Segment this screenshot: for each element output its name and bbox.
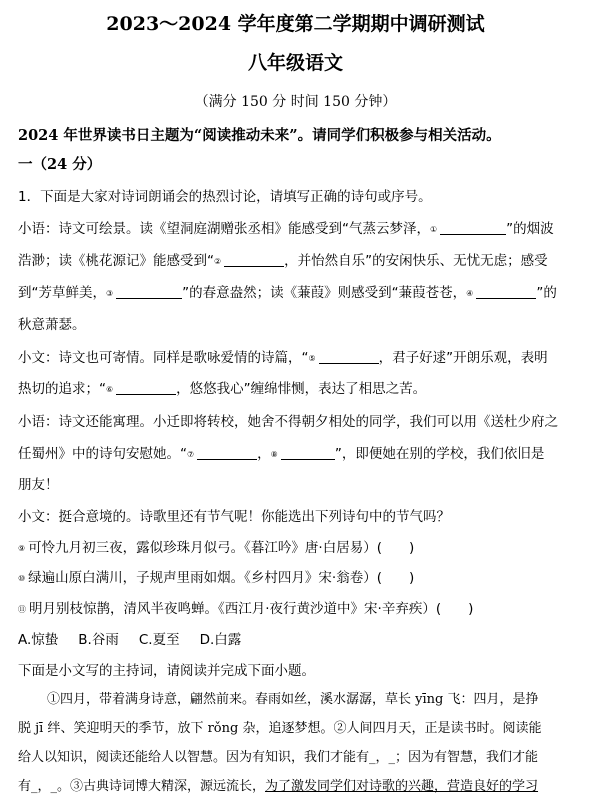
answer-blank-2[interactable] [224, 254, 284, 267]
option-c: C.夏至 [138, 632, 180, 648]
blank-number: ⑤ [308, 354, 316, 363]
answer-blank-5[interactable] [319, 351, 379, 364]
blank-number: ⑧ [270, 450, 278, 459]
item-number: ⑨ [18, 544, 26, 553]
section-heading: 一（24 分） [18, 156, 102, 173]
para4-line1: 小文：挺合意境的。诗歌里还有节气呢！你能选出下列诗句中的节气吗？ [18, 509, 450, 525]
text: 可怜九月初三夜，露似珍珠月似弓。《暮江吟》唐·白居易）( ) [28, 540, 415, 556]
para1-line4: 秋意萧瑟。 [18, 317, 86, 333]
answer-blank-8[interactable] [281, 447, 335, 460]
blank-number: ⑦ [187, 450, 195, 459]
exam-meta: （满分 150 分 时间 150 分钟） [194, 94, 397, 110]
question-1-prompt: 1．下面是大家对诗词朗诵会的热烈讨论，请填写正确的诗句或序号。 [18, 189, 432, 205]
text: 小文：诗文也可寄情。同样是歌咏爱情的诗篇，“ [18, 350, 309, 366]
text: ”的春意盎然；读《蒹葭》则感受到“蒹葭苍苍， [182, 285, 467, 301]
text: ，并怡然自乐”的安闲快乐、无忧无虑；感受 [284, 253, 548, 269]
text: 小语：诗文可绘景。读《望洞庭湖赠张丞相》能感受到“气蒸云梦泽， [18, 221, 430, 237]
text: ”，即便她在别的学校，我们依旧是 [334, 446, 545, 462]
blank-number: ① [430, 225, 438, 234]
answer-blank-3[interactable] [116, 286, 182, 299]
host-line-3: 给人以知识，阅读还能给人以智慧。因为有知识，我们才能有_，_；因为有智慧，我们才能 [18, 750, 539, 765]
underlined-sentence: 为了激发同学们对诗歌的兴趣，营造良好的学习 [265, 779, 539, 794]
text: 到“芳草鲜美， [18, 285, 106, 301]
subject-title: 八年级语文 [247, 52, 343, 74]
text: ”的烟波 [506, 221, 554, 237]
answer-blank-4[interactable] [476, 286, 536, 299]
text: 任蜀州》中的诗句安慰她。“ [18, 446, 187, 462]
item-11 [18, 597, 473, 617]
host-line-2: 脱 jī 绊、笑迎明天的季节，放下 rǒng 杂，追逐梦想。②人间四月天，正是读书时。阅读能 [18, 721, 542, 736]
option-d: D.白露 [199, 632, 242, 648]
options-row [18, 628, 241, 648]
blank-number: ③ [106, 289, 114, 298]
para1-line2 [18, 249, 548, 269]
blank-number: ⑥ [106, 385, 114, 394]
para2-line1 [18, 346, 548, 366]
blank-number: ② [214, 257, 222, 266]
text: 有_，_。③古典诗词博大精深，源远流长， [18, 779, 266, 794]
text: ”的 [536, 285, 557, 301]
answer-blank-6[interactable] [116, 382, 176, 395]
answer-blank-7[interactable] [197, 447, 257, 460]
para3-line1: 小语：诗文还能寓理。小迁即将转校，她舍不得朝夕相处的同学，我们可以用《送杜少府之 [18, 414, 558, 430]
intro-text: 2024 年世界读书日主题为“阅读推动未来”。请同学们积极参与相关活动。 [18, 127, 501, 144]
item-number: ⑩ [18, 574, 26, 583]
para1-line1 [18, 217, 554, 237]
blank-number: ④ [466, 289, 474, 298]
text: 绿遍山原白满川，子规声里雨如烟。《乡村四月》宋·翁卷）( ) [28, 570, 415, 586]
item-number: ⑪ [18, 605, 26, 614]
host-line-4 [18, 775, 538, 794]
para1-line3 [18, 281, 557, 301]
para3-line3: 朋友！ [18, 477, 59, 493]
text: 热切的追求；“ [18, 381, 106, 397]
exam-title: 2023～2024 学年度第二学期期中调研测试 [106, 13, 485, 35]
para3-line2 [18, 442, 544, 462]
answer-blank-1[interactable] [440, 222, 506, 235]
text: ， [257, 446, 271, 462]
host-intro: 下面是小文写的主持词，请阅读并完成下面小题。 [18, 663, 315, 679]
option-a: A.惊蛰 [18, 632, 59, 648]
option-b: B.谷雨 [78, 632, 119, 648]
text: ，悠悠我心”缠绵悱恻，表达了相思之苦。 [176, 381, 427, 397]
text: 明月别枝惊鹊，清风半夜鸣蝉。《西江月·夜行黄沙道中》宋·辛弃疾）( ) [29, 601, 474, 617]
item-10 [18, 566, 414, 586]
para2-line2 [18, 377, 426, 397]
text: ，君子好逑”开朗乐观，表明 [378, 350, 548, 366]
host-line-1: ①四月，带着满身诗意，翩然前来。春雨如丝，溪水潺潺，草长 yīng 飞：四月，是挣 [47, 692, 539, 707]
text: 浩渺；读《桃花源记》能感受到“ [18, 253, 214, 269]
item-9 [18, 536, 414, 556]
